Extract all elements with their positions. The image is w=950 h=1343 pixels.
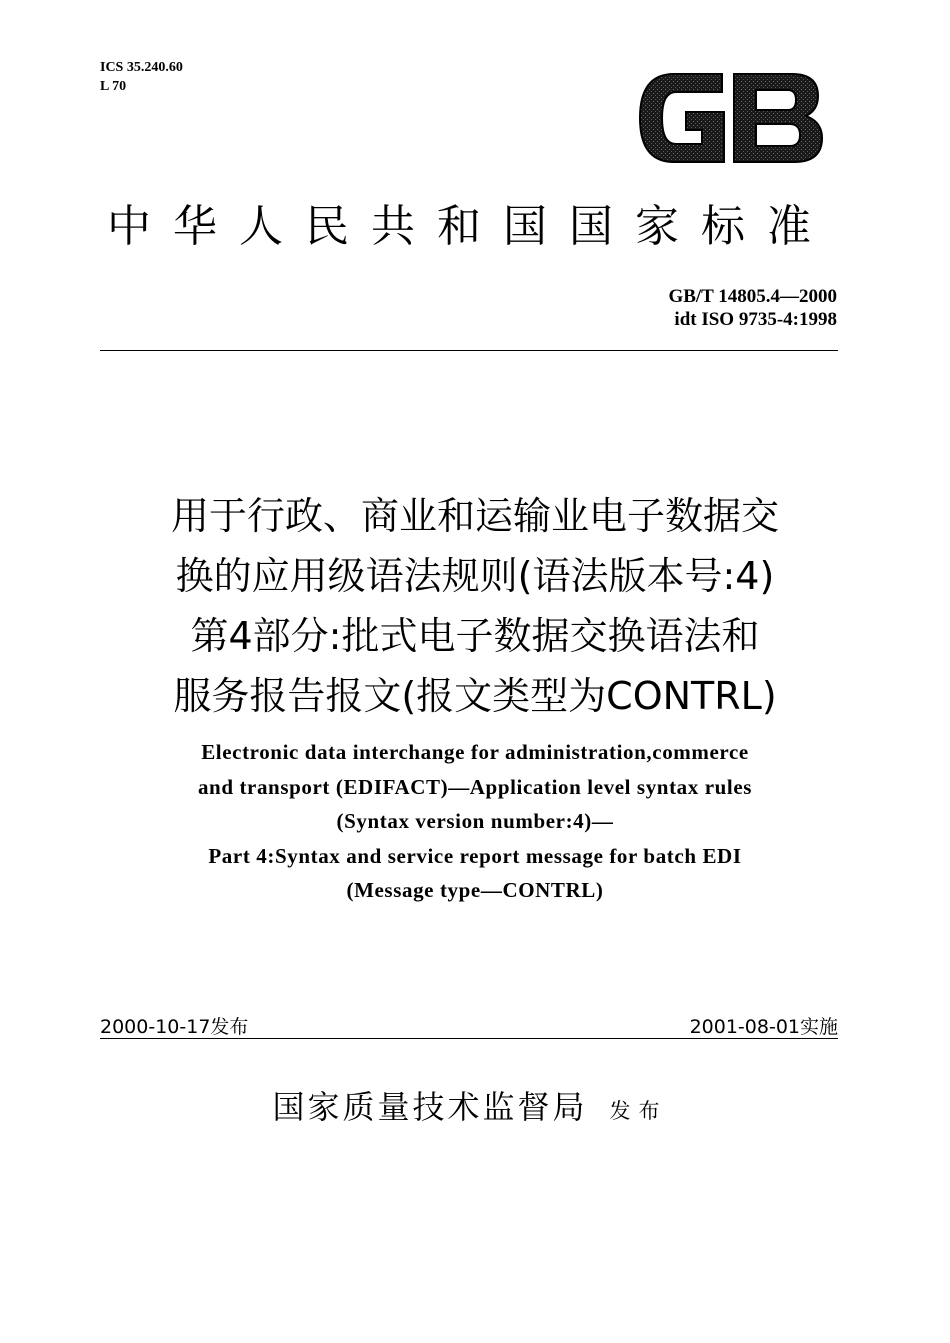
chinese-title xyxy=(80,486,870,726)
implementation-date: 2001-08-01实施 xyxy=(689,1016,838,1038)
issue-date: 2000-10-17发布 xyxy=(100,1016,249,1038)
classification-codes xyxy=(100,58,183,96)
national-standard-title: 中华人民共和国国家标准 xyxy=(107,201,833,252)
standard-number xyxy=(668,285,837,331)
gb-logo xyxy=(636,72,826,164)
standard-equivalence: idt ISO 9735-4:1998 xyxy=(674,309,837,330)
logo-text: GB xyxy=(730,127,732,128)
top-divider xyxy=(100,350,838,351)
issuer xyxy=(100,1082,840,1128)
bottom-divider xyxy=(100,1038,838,1039)
ccs-code: L 70 xyxy=(100,79,127,94)
chinese-title-line: 用于行政、商业和运输业电子数据交 xyxy=(170,494,779,538)
chinese-title-line: 第4部分:批式电子数据交换语法和 xyxy=(190,614,760,658)
chinese-title-line: 服务报告报文(报文类型为CONTRL) xyxy=(173,674,777,718)
english-title-line: and transport (EDIFACT)—Application level syntax rules xyxy=(197,774,753,799)
english-title-line: Electronic data interchange for administration,commerce xyxy=(201,740,749,764)
english-title-line: Part 4:Syntax and service report message for batch EDI xyxy=(208,843,742,868)
chinese-title-line: 换的应用级语法规则(语法版本号:4) xyxy=(175,554,775,598)
ics-code: ICS 35.240.60 xyxy=(100,60,183,75)
english-title-line: (Syntax version number:4)— xyxy=(336,809,614,833)
english-title-line: (Message type—CONTRL) xyxy=(346,878,604,902)
issuer-name: 国家质量技术监督局 xyxy=(272,1088,588,1126)
english-title xyxy=(80,735,870,908)
issuer-action: 发布 xyxy=(609,1099,668,1123)
standard-code: GB/T 14805.4—2000 xyxy=(668,286,837,307)
